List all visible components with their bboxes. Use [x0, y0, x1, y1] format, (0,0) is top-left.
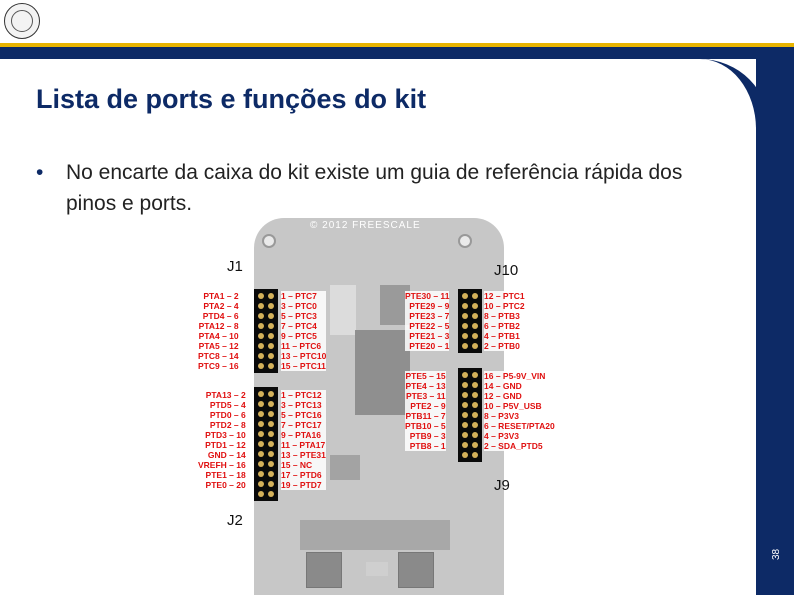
j9-header	[458, 368, 482, 462]
pin-label: PTB11 – 7	[405, 411, 446, 421]
pin-label: PTE0 – 20	[205, 480, 246, 490]
header-pin	[258, 471, 264, 477]
header-pin	[268, 441, 274, 447]
header-pin	[268, 401, 274, 407]
pin-label: 3 – PTC0	[281, 301, 317, 311]
header-pin	[472, 442, 478, 448]
pin-label: 2 – PTB0	[484, 341, 520, 351]
pin-label: 1 – PTC12	[281, 390, 322, 400]
header-pin	[472, 323, 478, 329]
pin-label: 13 – PTE31	[281, 450, 326, 460]
header-pin	[472, 343, 478, 349]
j10-right-pin-list	[484, 291, 525, 351]
header-pin	[472, 313, 478, 319]
header-pin	[472, 392, 478, 398]
pin-label: PTE23 – 7	[409, 311, 450, 321]
pin-label: 14 – GND	[484, 381, 522, 391]
pin-label: PTC9 – 16	[198, 361, 239, 371]
pin-label: PTD2 – 8	[209, 420, 246, 430]
pin-label: PTD0 – 6	[209, 410, 246, 420]
pin-label: PTD1 – 12	[205, 440, 246, 450]
mount-hole	[458, 234, 472, 248]
right-navy-bar	[756, 59, 794, 595]
header-pin	[268, 353, 274, 359]
header-pin	[462, 442, 468, 448]
pin-label: 9 – PTC5	[281, 331, 317, 341]
pin-label: 3 – PTC13	[281, 400, 322, 410]
header-pin	[472, 303, 478, 309]
header-pin	[268, 323, 274, 329]
header-pin	[268, 293, 274, 299]
pin-label: 5 – PTC16	[281, 410, 322, 420]
header-pin	[258, 391, 264, 397]
header-pin	[258, 293, 264, 299]
pin-label: PTE5 – 15	[405, 371, 446, 381]
header-pin	[472, 452, 478, 458]
j9-right-pin-list	[484, 371, 555, 451]
header-pin	[268, 471, 274, 477]
header-pin	[268, 421, 274, 427]
header-pin	[268, 431, 274, 437]
pin-label: PTD5 – 4	[209, 400, 246, 410]
board-silkscreen-text: © 2012 FREESCALE	[310, 220, 421, 231]
j1-right-pin-list	[281, 291, 326, 371]
header-pin	[268, 313, 274, 319]
header-pin	[472, 422, 478, 428]
pin-label: 7 – PTC4	[281, 321, 317, 331]
header-pin	[472, 402, 478, 408]
j1-label: J1	[227, 258, 243, 275]
header-pin	[462, 313, 468, 319]
header-pin	[472, 432, 478, 438]
pin-label: 4 – PTB1	[484, 331, 520, 341]
header-pin	[258, 333, 264, 339]
board-chip	[300, 520, 450, 550]
pin-label: 17 – PTD6	[281, 470, 322, 480]
header-pin	[462, 343, 468, 349]
header-pin	[472, 293, 478, 299]
pin-label: 11 – PTC6	[281, 341, 322, 351]
slide-number: 38	[771, 548, 782, 560]
pin-label: PTA1 – 2	[203, 291, 239, 301]
header-pin	[462, 412, 468, 418]
header-pin	[462, 432, 468, 438]
usb-connector	[398, 552, 434, 588]
header-pin	[268, 451, 274, 457]
mount-hole	[262, 234, 276, 248]
header-pin	[258, 431, 264, 437]
pin-label: 8 – P3V3	[484, 411, 519, 421]
header-pin	[258, 481, 264, 487]
header-pin	[462, 392, 468, 398]
pin-label: 4 – P3V3	[484, 431, 519, 441]
pin-label: 10 – P5V_USB	[484, 401, 542, 411]
header-pin	[472, 372, 478, 378]
header-navy-stripe	[0, 47, 794, 59]
board-chip	[355, 330, 410, 415]
usb-connector	[306, 552, 342, 588]
j2-header	[254, 387, 278, 501]
pin-label: PTE21 – 3	[409, 331, 450, 341]
pin-label: VREFH – 16	[198, 460, 246, 470]
pin-label: 19 – PTD7	[281, 480, 322, 490]
header-pin	[258, 441, 264, 447]
header-pin	[268, 391, 274, 397]
header-pin	[268, 491, 274, 497]
header-pin	[462, 402, 468, 408]
pin-label: PTE2 – 9	[410, 401, 446, 411]
header-pin	[462, 303, 468, 309]
pin-label: 10 – PTC2	[484, 301, 525, 311]
header-pin	[268, 411, 274, 417]
pin-label: GND – 14	[207, 450, 246, 460]
header-pin	[258, 323, 264, 329]
bullet-item	[36, 157, 716, 215]
university-logo	[4, 3, 40, 39]
header-pin	[462, 422, 468, 428]
pin-label: PTD4 – 6	[202, 311, 239, 321]
pin-label: PTE4 – 13	[405, 381, 446, 391]
bullet-text: No encarte da caixa do kit existe um guia de referência rápida dos pinos e ports.	[66, 161, 683, 215]
j1-header	[254, 289, 278, 373]
pin-label: 7 – PTC17	[281, 420, 322, 430]
pin-label: PTA4 – 10	[198, 331, 239, 341]
pin-label: 12 – GND	[484, 391, 522, 401]
header-pin	[462, 382, 468, 388]
header-pin	[258, 461, 264, 467]
header-pin	[258, 411, 264, 417]
header-pin	[258, 421, 264, 427]
header-pin	[268, 333, 274, 339]
pin-label: PTE1 – 18	[205, 470, 246, 480]
pin-label: PTA2 – 4	[203, 301, 239, 311]
pin-label: 12 – PTC1	[484, 291, 525, 301]
j9-label: J9	[494, 477, 510, 494]
j2-label: J2	[227, 512, 243, 529]
board-chip	[330, 285, 356, 335]
header-pin	[258, 353, 264, 359]
pin-label: 9 – PTA16	[281, 430, 322, 440]
pin-label: 16 – P5-9V_VIN	[484, 371, 546, 381]
header-pin	[268, 481, 274, 487]
pin-label: 11 – PTA17	[281, 440, 326, 450]
pin-label: PTA5 – 12	[198, 341, 239, 351]
pin-label: PTB9 – 3	[409, 431, 446, 441]
reset-button	[366, 562, 388, 576]
pin-label: PTC8 – 14	[198, 351, 239, 361]
pin-label: PTB8 – 1	[409, 441, 446, 451]
header-pin	[462, 323, 468, 329]
j2-left-pin-list	[198, 390, 246, 490]
header-pin	[268, 363, 274, 369]
pin-label: 5 – PTC3	[281, 311, 317, 321]
pin-label: PTD3 – 10	[205, 430, 246, 440]
header-pin	[258, 401, 264, 407]
header-pin	[268, 303, 274, 309]
j10-label: J10	[494, 262, 519, 279]
j9-left-pin-list	[405, 371, 446, 451]
header-pin	[258, 491, 264, 497]
pin-label: PTB10 – 5	[405, 421, 446, 431]
pin-label: PTE30 – 11	[405, 291, 450, 301]
header-pin	[268, 343, 274, 349]
pin-label: PTE29 – 9	[409, 301, 450, 311]
pin-label: PTA12 – 8	[198, 321, 239, 331]
header-pin	[462, 293, 468, 299]
j2-right-pin-list	[281, 390, 326, 490]
pin-label: 8 – PTB3	[484, 311, 520, 321]
pin-label: PTE22 – 5	[409, 321, 450, 331]
pin-label: PTE20 – 1	[409, 341, 450, 351]
header-pin	[462, 452, 468, 458]
pin-label: 15 – PTC11	[281, 361, 326, 371]
header-pin	[258, 313, 264, 319]
slide-title: Lista de ports e funções do kit	[36, 84, 427, 114]
board-chip	[330, 455, 360, 480]
header-pin	[472, 412, 478, 418]
header-pin	[268, 461, 274, 467]
pin-label: 15 – NC	[281, 460, 313, 470]
pin-label: 6 – RESET/PTA20	[484, 421, 555, 431]
pin-label: 6 – PTB2	[484, 321, 520, 331]
j10-left-pin-list	[405, 291, 449, 351]
header-pin	[258, 303, 264, 309]
header-pin	[472, 382, 478, 388]
pin-label: 2 – SDA_PTD5	[484, 441, 543, 451]
pin-label: PTA13 – 2	[205, 390, 246, 400]
j1-left-pin-list	[198, 291, 239, 371]
pin-label: 1 – PTC7	[281, 291, 317, 301]
header-pin	[258, 343, 264, 349]
j10-header	[458, 289, 482, 353]
bullet-dot-icon: •	[36, 161, 44, 184]
pin-label: PTE3 – 11	[405, 391, 446, 401]
header-pin	[462, 372, 468, 378]
header-pin	[258, 451, 264, 457]
header-pin	[472, 333, 478, 339]
pin-label: 13 – PTC10	[281, 351, 327, 361]
header-pin	[258, 363, 264, 369]
header-pin	[462, 333, 468, 339]
